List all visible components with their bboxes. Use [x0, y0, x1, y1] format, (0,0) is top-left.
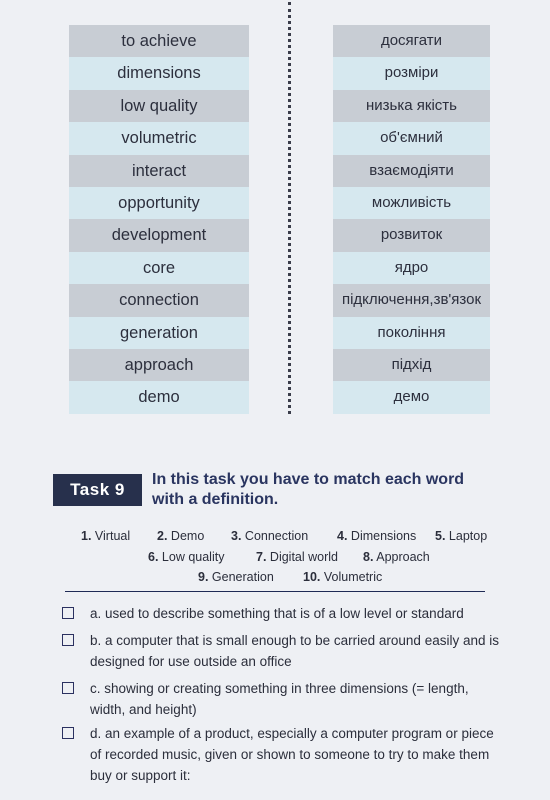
word-row: development — [69, 219, 249, 251]
definition-item — [62, 630, 502, 672]
task-badge: Task 9 — [53, 474, 142, 506]
task-instruction: In this task you have to match each word with a definition. — [152, 471, 465, 508]
option-word: Connection — [244, 529, 309, 543]
option-word: Low quality — [161, 550, 225, 564]
translation-row: покоління — [333, 317, 490, 349]
option-item — [435, 529, 487, 543]
translation-row: досягати — [333, 25, 490, 57]
option-item — [256, 550, 338, 564]
option-number: 1. — [81, 529, 92, 543]
word-row: volumetric — [69, 122, 249, 154]
word-row: approach — [69, 349, 249, 381]
word-row: opportunity — [69, 187, 249, 219]
word-row: dimensions — [69, 57, 249, 89]
option-word: Volumetric — [323, 570, 383, 584]
option-word: Laptop — [448, 529, 488, 543]
word-row: connection — [69, 284, 249, 316]
option-number: 8. — [363, 550, 374, 564]
option-number: 7. — [256, 550, 267, 564]
checkbox[interactable] — [62, 682, 74, 694]
option-word: Virtual — [94, 529, 131, 543]
option-word: Generation — [211, 570, 274, 584]
word-row: demo — [69, 381, 249, 413]
option-number: 2. — [157, 529, 168, 543]
option-word: Demo — [170, 529, 205, 543]
option-number: 3. — [231, 529, 242, 543]
word-row: interact — [69, 155, 249, 187]
option-item — [198, 570, 274, 584]
translation-row: розміри — [333, 57, 490, 89]
option-word: Dimensions — [350, 529, 417, 543]
option-item — [148, 550, 224, 564]
option-item — [303, 570, 382, 584]
definition-text: b. a computer that is small enough to be carried around easily and is designed for use outside an office — [90, 633, 499, 669]
checkbox[interactable] — [62, 607, 74, 619]
word-row: low quality — [69, 90, 249, 122]
checkbox[interactable] — [62, 634, 74, 646]
translation-row: взаємодіяти — [333, 155, 490, 187]
definition-item — [62, 723, 502, 786]
dotted-divider — [288, 2, 291, 414]
option-number: 4. — [337, 529, 348, 543]
word-row: generation — [69, 317, 249, 349]
option-number: 6. — [148, 550, 159, 564]
option-item — [157, 529, 204, 543]
definition-item — [62, 603, 502, 624]
translation-row: підхід — [333, 349, 490, 381]
option-item — [337, 529, 416, 543]
word-row: core — [69, 252, 249, 284]
option-word: Digital world — [269, 550, 339, 564]
definition-item — [62, 678, 502, 720]
section-rule — [65, 591, 485, 592]
translation-row: об'ємний — [333, 122, 490, 154]
option-item — [363, 550, 430, 564]
translation-row: підключення,зв'язок — [333, 284, 490, 316]
option-number: 9. — [198, 570, 209, 584]
option-item — [81, 529, 130, 543]
definition-text: a. used to describe something that is of a low level or standard — [90, 606, 464, 621]
translation-row: розвиток — [333, 219, 490, 251]
option-number: 10. — [303, 570, 321, 584]
option-number: 5. — [435, 529, 446, 543]
definition-text: d. an example of a product, especially a computer program or piece of recorded music, given or shown to someone to try to make them buy or support it: — [90, 726, 494, 783]
translation-row: низька якість — [333, 90, 490, 122]
translation-row: ядро — [333, 252, 490, 284]
english-word-column — [69, 25, 249, 414]
definition-text: c. showing or creating something in three dimensions (= length, width, and height) — [90, 681, 469, 717]
translation-row: демо — [333, 381, 490, 413]
word-row: to achieve — [69, 25, 249, 57]
option-word: Approach — [376, 550, 430, 564]
checkbox[interactable] — [62, 727, 74, 739]
translation-column — [333, 25, 490, 414]
option-item — [231, 529, 308, 543]
translation-row: можливість — [333, 187, 490, 219]
